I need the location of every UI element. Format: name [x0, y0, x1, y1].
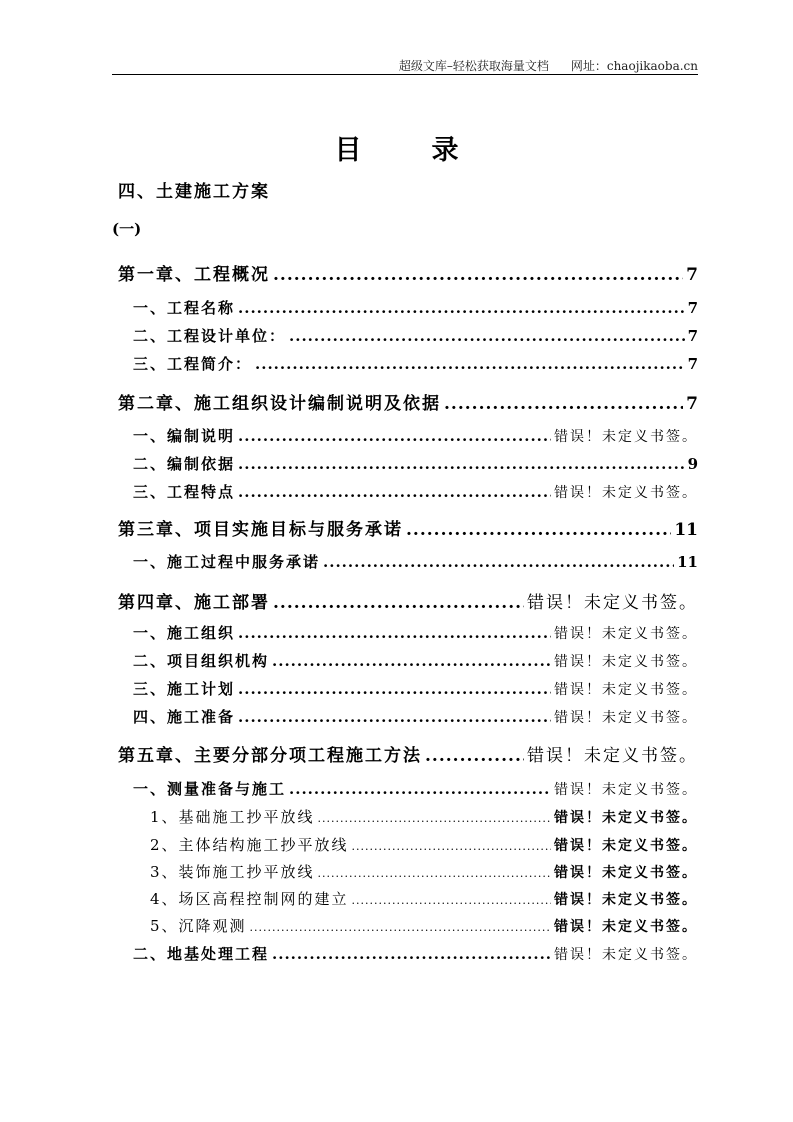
- toc-entry-title: 第一章、工程概况: [118, 265, 270, 285]
- toc-entry[interactable]: [0, 588, 698, 612]
- dot-leader: [425, 746, 524, 766]
- dot-leader: [352, 894, 551, 907]
- dot-leader: [238, 427, 551, 445]
- toc-entry[interactable]: [0, 678, 698, 702]
- page-header: [399, 57, 698, 74]
- toc-entry[interactable]: [0, 888, 698, 912]
- toc-entry-title: 三、工程特点: [133, 483, 236, 501]
- toc-entry[interactable]: [0, 425, 698, 449]
- toc-entry-title: 一、施工过程中服务承诺: [133, 553, 321, 571]
- toc-entry-page: 11: [674, 520, 698, 540]
- dot-leader: [238, 483, 551, 501]
- dot-leader: [238, 708, 551, 726]
- toc-entry[interactable]: [0, 861, 698, 885]
- toc-entry-page: 错误！未定义书签。: [554, 682, 698, 698]
- toc-entry[interactable]: [0, 706, 698, 730]
- header-left: 超级文库–轻松获取海量文档: [398, 59, 549, 73]
- toc-entry[interactable]: [0, 353, 698, 377]
- toc-entry-title: 第二章、施工组织设计编制说明及依据: [118, 394, 441, 414]
- toc-entry[interactable]: [0, 834, 698, 858]
- toc-entry-title: 二、工程设计单位：: [133, 327, 287, 345]
- toc-entry-title: 四、施工准备: [133, 708, 236, 726]
- toc-entry-page: 7: [686, 394, 698, 414]
- toc-entry-title: 1、基础施工抄平放线: [150, 808, 315, 826]
- toc-entry[interactable]: [0, 515, 698, 539]
- dot-leader: [444, 394, 683, 414]
- toc-entry[interactable]: [0, 260, 698, 284]
- toc-entry-page: 错误！未定义书签。: [554, 892, 698, 908]
- dot-leader: [318, 867, 551, 880]
- dot-leader: [250, 921, 551, 934]
- toc-entry-title: 2、主体结构施工抄平放线: [150, 836, 349, 854]
- toc-entry[interactable]: [0, 551, 698, 575]
- toc-entry-title: 一、施工组织: [133, 624, 236, 642]
- toc-title: 目录: [334, 135, 529, 166]
- toc-entry-page: 错误！未定义书签。: [554, 947, 698, 963]
- toc-entry-title: 一、测量准备与施工: [133, 780, 287, 798]
- toc-entry-title: 第三章、项目实施目标与服务承诺: [118, 520, 403, 540]
- toc-entry-page: 错误！未定义书签。: [527, 593, 698, 613]
- dot-leader: [238, 299, 685, 317]
- toc-entry-page: 错误！未定义书签。: [554, 654, 698, 670]
- dot-leader: [323, 553, 674, 571]
- toc-entry-page: 7: [687, 355, 698, 373]
- toc-entry[interactable]: [0, 806, 698, 830]
- toc-entry-title: 5、沉降观测: [150, 917, 247, 935]
- toc-entry[interactable]: [0, 915, 698, 939]
- toc-entry-page: 错误！未定义书签。: [554, 626, 698, 642]
- toc-entry-page: 错误！未定义书签。: [554, 865, 698, 881]
- toc-entry-page: 7: [687, 299, 698, 317]
- header-rule: [112, 74, 698, 75]
- toc-entry-title: 一、编制说明: [133, 427, 236, 445]
- toc-entry-page: 11: [677, 553, 698, 571]
- toc-entry[interactable]: [0, 943, 698, 967]
- header-right: 网址：chaojikaoba.cn: [570, 59, 698, 73]
- dot-leader: [352, 840, 551, 853]
- toc-entry[interactable]: [0, 650, 698, 674]
- toc-entry[interactable]: [0, 297, 698, 321]
- toc-entry[interactable]: [0, 778, 698, 802]
- dot-leader: [406, 520, 671, 540]
- dot-leader: [289, 327, 685, 345]
- toc-entry-page: 7: [687, 327, 698, 345]
- toc-entry-page: 9: [687, 455, 698, 473]
- toc-entry-title: 3、装饰施工抄平放线: [150, 863, 315, 881]
- dot-leader: [238, 624, 551, 642]
- dot-leader: [238, 680, 551, 698]
- toc-entry[interactable]: [0, 453, 698, 477]
- dot-leader: [318, 812, 551, 825]
- toc-entry-title: 二、编制依据: [133, 455, 236, 473]
- part-heading: 四、土建施工方案: [118, 182, 270, 202]
- toc-entry-page: 错误！未定义书签。: [554, 710, 698, 726]
- toc-entry[interactable]: [0, 389, 698, 413]
- dot-leader: [272, 652, 551, 670]
- dot-leader: [255, 355, 685, 373]
- toc-entry-title: 三、工程简介：: [133, 355, 253, 373]
- toc-entry-title: 三、施工计划: [133, 680, 236, 698]
- toc-entry-title: 二、项目组织机构: [133, 652, 270, 670]
- toc-entry-title: 一、工程名称: [133, 299, 236, 317]
- dot-leader: [289, 780, 551, 798]
- toc-entry[interactable]: [0, 622, 698, 646]
- toc-entry-page: 错误！未定义书签。: [554, 782, 698, 798]
- toc-entry-title: 二、地基处理工程: [133, 945, 270, 963]
- toc-entry-page: 错误！未定义书签。: [527, 746, 698, 766]
- toc-entry-page: 7: [686, 265, 698, 285]
- part-subheading: (一): [112, 220, 142, 238]
- dot-leader: [238, 455, 685, 473]
- toc-entry-title: 第五章、主要分部分项工程施工方法: [118, 746, 422, 766]
- toc-entry-page: 错误！未定义书签。: [554, 919, 698, 935]
- toc-entry[interactable]: [0, 481, 698, 505]
- toc-entry[interactable]: [0, 325, 698, 349]
- dot-leader: [273, 265, 683, 285]
- dot-leader: [273, 593, 524, 613]
- toc-entry-page: 错误！未定义书签。: [554, 485, 698, 501]
- toc-entry-page: 错误！未定义书签。: [554, 838, 698, 854]
- toc-entry-title: 4、场区高程控制网的建立: [150, 890, 349, 908]
- toc-entry-title: 第四章、施工部署: [118, 593, 270, 613]
- toc-entry-page: 错误！未定义书签。: [554, 429, 698, 445]
- toc-entry-page: 错误！未定义书签。: [554, 810, 698, 826]
- dot-leader: [272, 945, 551, 963]
- toc-entry[interactable]: [0, 741, 698, 765]
